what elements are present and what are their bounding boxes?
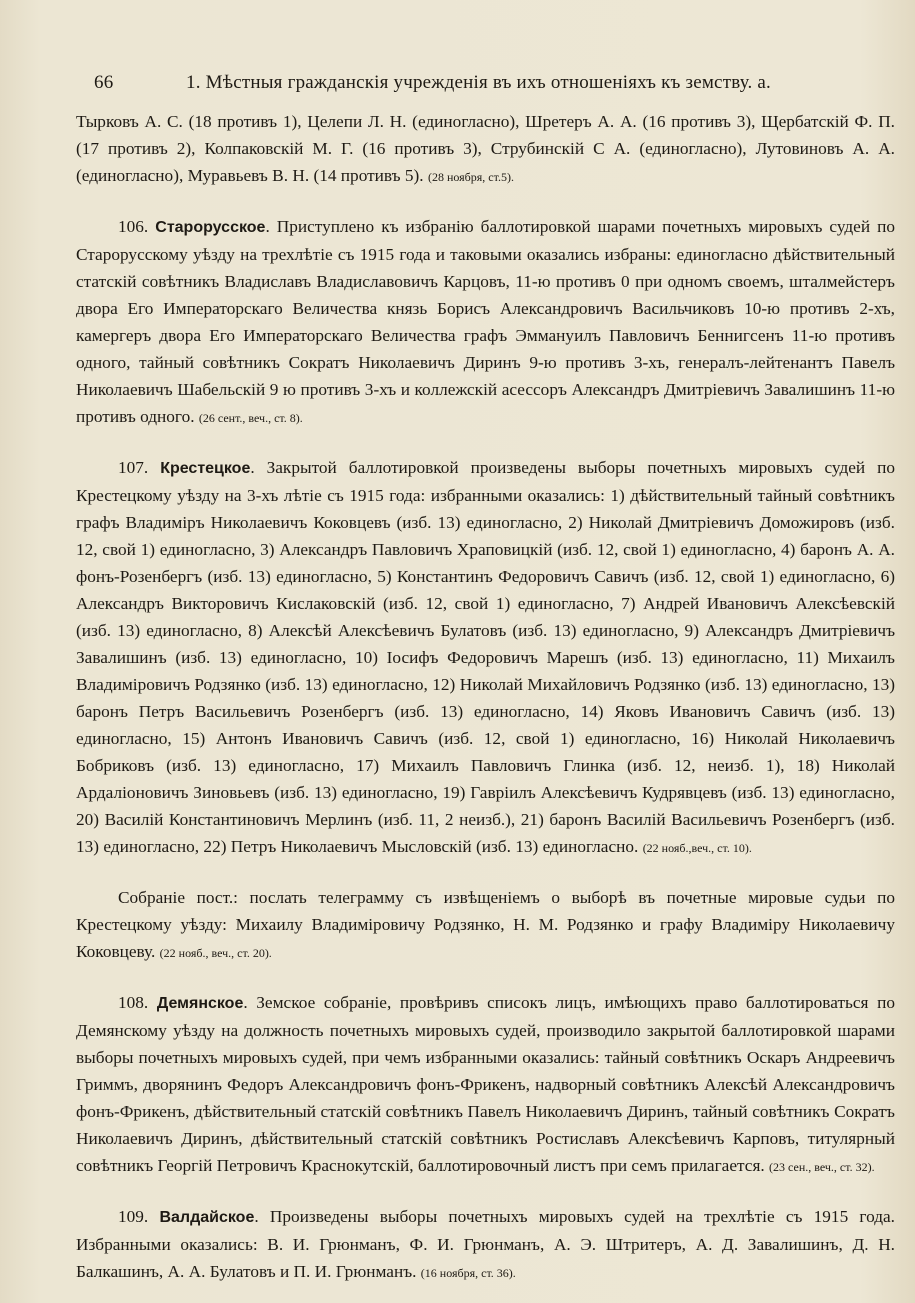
source-reference: (16 ноября, ст. 36). xyxy=(420,1266,516,1280)
entry-number: 106. xyxy=(118,217,149,236)
entry-heading: Старорусское xyxy=(155,219,266,236)
source-reference: (22 нояб., веч., ст. 20). xyxy=(159,946,272,960)
entry-text: . Закрытой баллотировкой произведены выборы почетныхъ мировыхъ судей по Крестецкому уѣзду на 3-хъ лѣтіе съ 1915 года: избранными оказались: 1) дѣйствительный тайный совѣтникъ графъ Владиміръ Николаевичъ Коковцевъ (изб. 13) единогласно, 2) Николай Дмитріевичъ Доможировъ (изб. 12, свой 1) единогласно, 3) Александръ Павловичъ Храповицкій (изб. 12, свой 1) единогласно, 4) баронъ А. А. фонъ-Розенбергъ (изб. 13) единогласно, 5) Константинъ Федоровичъ Савичъ (изб. 12, свой 1) единогласно, 6) Александръ Викторовичъ Кислаковскій (изб. 12, свой 1) единогласно, 7) Андрей Ивановичъ Алексѣевскій (изб. 13) единогласно, 8) Алексѣй Алексѣевичъ Булатовъ (изб. 13) единогласно, 9) Александръ Дмитріевичъ Завалишинъ (изб. 13) единогласно, 10) Іосифъ Федоровичъ Марешъ (изб. 13) единогласно, 11) Михаилъ Владиміровичъ Родзянко (изб. 13) единогласно, 12) Николай Михайловичъ Родзянко (изб. 13) единогласно, 13) баронъ Петръ Васильевичъ Розенбергъ (изб. 13) единогласно, 14) Яковъ Ивановичъ Савичъ (изб. 13) единогласно, 15) Антонъ Ивановичъ Савичъ (изб. 12, свой 1) единогласно, 16) Николай Николаевичъ Бобриковъ (изб. 13) единогласно, 17) Михаилъ Павловичъ Глинка (изб. 12, неизб. 1), 18) Николай Ардаліоновичъ Зиновьевъ (изб. 13) единогласно, 19) Гавріилъ Алексѣевичъ Кудрявцевъ (изб. 13) единогласно, 20) Василій Константиновичъ Мерлинъ (изб. 11, 2 неизб.), 21) баронъ Василій Васильевичъ Розенбергъ (изб. 13) единогласно, 22) Петръ Николаевичъ Мысловскій (изб. 13) единогласно. xyxy=(76,458,895,856)
entry-heading: Крестецкое xyxy=(160,460,251,477)
continuation-paragraph xyxy=(76,108,895,191)
entry-text: Собраніе пост.: послать телеграмму съ извѣщеніемъ о выборѣ въ почетные мировые судьи по Крестецкому уѣзду: Михаилу Владиміровичу Родзянко, Н. М. Родзянко и графу Владиміру Николаевичу Коковцеву. xyxy=(76,888,895,961)
entry-text: . Произведены выборы почетныхъ мировыхъ судей на трехлѣтіе съ 1915 года. Избранными оказались: В. И. Грюнманъ, Ф. И. Грюнманъ, А. Э. Штритеръ, А. Д. Завалишинъ, Д. Н. Балкашинъ, А. А. Булатовъ и П. И. Грюнманъ. xyxy=(76,1207,895,1281)
entry-text: . Приступлено къ избранію баллотировкой шарами почетныхъ мировыхъ судей по Старорусскому уѣзду на трехлѣтіе съ 1915 года и таковыми оказались избраны: единогласно дѣйствительный статскій совѣтникъ Владиславъ Владиславовичъ Карцовъ, 11-ю противъ 0 при одномъ своемъ, шталмейстеръ двора Его Императорскаго Величества князь Борисъ Александровичъ Васильчиковъ 10-ю противъ 2-хъ, камергеръ двора Его Императорскаго Величества графъ Эммануилъ Павловичъ Беннигсенъ 11-ю противъ одного, тайный совѣтникъ Сократъ Николаевичъ Диринъ 9-ю противъ 3-хъ, генералъ-лейтенантъ Павелъ Николаевичъ Шабельскій 9 ю противъ 3-хъ и коллежскій асессоръ Александръ Дмитріевичъ Завалишинъ 11-ю противъ одного. xyxy=(76,217,895,426)
running-title: 1. Мѣстныя гражданскія учрежденія въ ихъ отношеніяхъ къ земству. а. xyxy=(186,72,771,93)
source-reference: (28 ноября, ст.5). xyxy=(427,170,514,184)
page-number: 66 xyxy=(94,72,114,93)
entry-number: 107. xyxy=(118,458,149,477)
entry-106 xyxy=(76,213,895,432)
entry-heading: Демянское xyxy=(156,995,244,1012)
source-reference: (22 нояб.,веч., ст. 10). xyxy=(642,841,752,855)
resolution-paragraph xyxy=(76,884,895,967)
source-reference: (23 сен., веч., ст. 32). xyxy=(769,1160,875,1174)
entry-number: 109. xyxy=(118,1207,149,1226)
running-head xyxy=(76,72,895,94)
entry-heading: Валдайское xyxy=(159,1209,255,1226)
paragraph-text: Тырковъ А. С. (18 противъ 1), Целепи Л. Н. (единогласно), Шретеръ А. А. (16 противъ 3), Щербатскій Ф. П. (17 противъ 2), Колпаковскій М. Г. (16 противъ 3), Струбинскій С А. (единогласно), Лутовиновъ А. А. (единогласно), Муравьевъ В. Н. (14 противъ 5). xyxy=(76,112,895,185)
entry-108 xyxy=(76,989,895,1181)
source-reference: (26 сент., веч., ст. 8). xyxy=(198,411,303,425)
entry-109 xyxy=(76,1203,895,1287)
entry-107 xyxy=(76,454,895,862)
entry-text: . Земское собраніе, провѣривъ списокъ лицъ, имѣющихъ право баллотироваться по Демянскому уѣзду на должность почетныхъ мировыхъ судей, производило закрытой баллотировкой шарами выборы почетныхъ мировыхъ судей, при чемъ избранными оказались: тайный совѣтникъ Оскаръ Андреевичъ Гриммъ, дворянинъ Федоръ Александровичъ фонъ-Фрикенъ, надворный совѣтникъ Алексѣй Александровичъ фонъ-Фрикенъ, дѣйствительный статскій совѣтникъ Павелъ Николаевичъ Диринъ, тайный совѣтникъ Сократъ Николаевичъ Диринъ, дѣйствительный статскій совѣтникъ Ростиславъ Алексѣевичъ Карповъ, титулярный совѣтникъ Георгій Петровичъ Краснокутскій, баллотировочный листъ при семъ прилагается. xyxy=(76,993,895,1175)
entry-number: 108. xyxy=(118,993,149,1012)
